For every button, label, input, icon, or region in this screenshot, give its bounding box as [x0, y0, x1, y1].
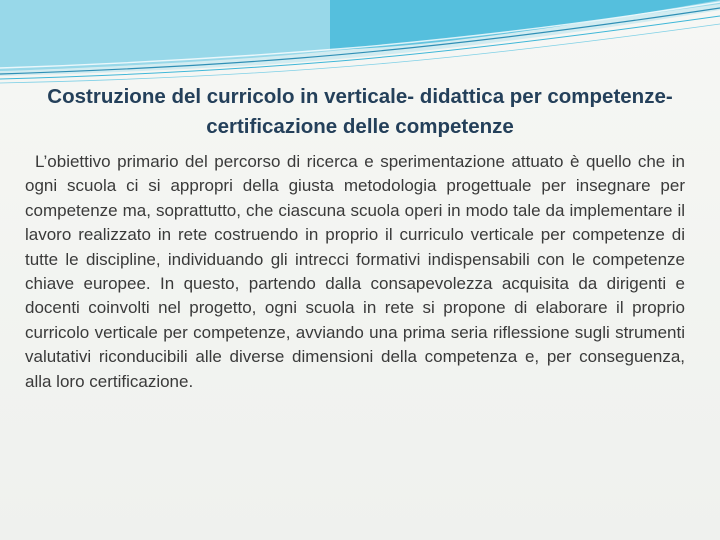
- slide-title: Costruzione del curricolo in verticale- didattica per competenze- certificazione delle competenze: [47, 85, 673, 138]
- header-wave-decoration: [0, 0, 720, 90]
- slide-body-text: L’obiettivo primario del percorso di ricerca e sperimentazione attuato è quello che in ogni scuola ci si appropri della giusta metodologia progettuale per insegnare per competenze ma, soprattutto, che ciascuna scuola operi in modo tale da implementare il lavoro realizzato in rete costruendo in proprio il curriculo verticale per competenze di tutte le discipline, individuando gli intrecci formativi indispensabili con le competenze chiave europee. In questo, partendo dalla consapevolezza acquisita da dirigenti e docenti coinvolti nel progetto, ogni scuola in rete si propone di elaborare il proprio curricolo verticale per competenze, avviando una prima seria riflessione sugli strumenti valutativi riconducibili alle diverse dimensioni della competenza e, per conseguenza, alla loro certificazione.: [25, 152, 685, 391]
